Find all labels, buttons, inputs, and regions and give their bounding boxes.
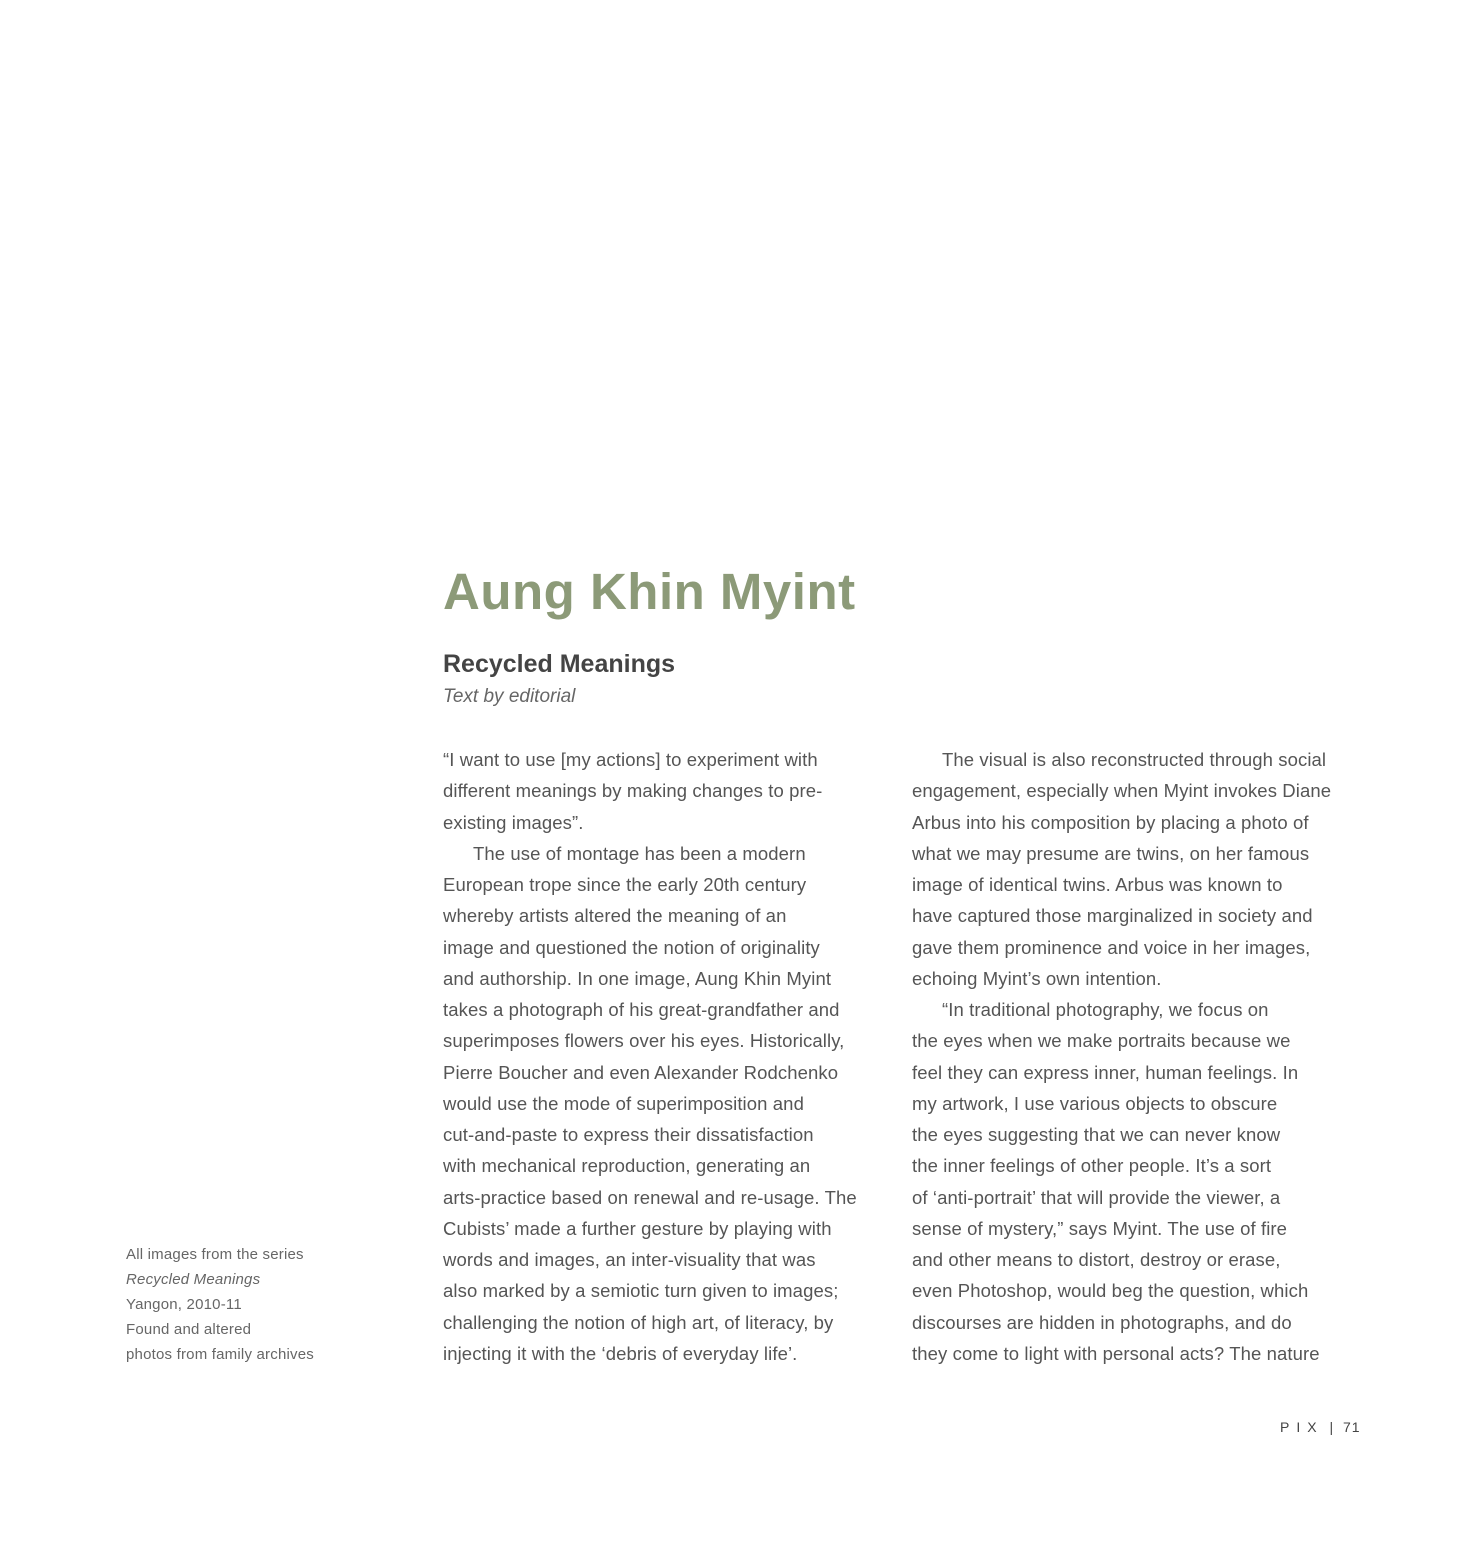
text-line: also marked by a semiotic turn given to images; <box>443 1280 839 1302</box>
text-line: echoing Myint’s own intention. <box>912 967 1162 989</box>
page-folio <box>1280 1416 1361 1438</box>
text-line: European trope since the early 20th century <box>443 874 807 895</box>
text-line: they come to light with personal acts? The nature <box>912 1342 1320 1364</box>
magazine-name: PIX <box>1280 1419 1324 1435</box>
text-line: The use of montage has been a modern <box>473 842 806 864</box>
caption-line: photos from family archives <box>126 1346 314 1363</box>
text-line: Pierre Boucher and even Alexander Rodchenko <box>443 1061 839 1083</box>
folio-separator: | <box>1329 1419 1334 1435</box>
text-line: image of identical twins. Arbus was known to <box>912 874 1283 895</box>
article-byline: Text by editorial <box>443 686 576 707</box>
body-column-right <box>912 744 1362 1369</box>
text-line: words and images, an inter-visuality that was <box>443 1249 816 1270</box>
text-line: the eyes when we make portraits because we <box>912 1030 1291 1052</box>
text-line: and authorship. In one image, Aung Khin Myint <box>443 967 832 989</box>
text-line: the eyes suggesting that we can never know <box>912 1124 1281 1145</box>
text-line: have captured those marginalized in society and <box>912 905 1313 927</box>
caption-line: Yangon, 2010-11 <box>126 1296 242 1313</box>
text-line: whereby artists altered the meaning of an <box>443 905 787 927</box>
text-line: “In traditional photography, we focus on <box>942 999 1269 1020</box>
text-line: existing images”. <box>443 811 584 833</box>
article-subtitle: Recycled Meanings <box>443 650 676 678</box>
image-caption <box>126 1242 386 1367</box>
text-line: engagement, especially when Myint invokes Diane <box>912 780 1332 802</box>
text-line: challenging the notion of high art, of literacy, by <box>443 1311 834 1333</box>
text-line: and other means to distort, destroy or erase, <box>912 1249 1281 1270</box>
text-line: superimposes flowers over his eyes. Historically, <box>443 1030 845 1052</box>
text-line: arts-practice based on renewal and re-usage. The <box>443 1186 857 1208</box>
text-line: The visual is also reconstructed through social <box>942 749 1327 770</box>
body-column-left <box>443 744 893 1369</box>
text-line: discourses are hidden in photographs, and do <box>912 1311 1292 1333</box>
text-line: what we may presume are twins, on her famous <box>912 842 1310 864</box>
text-line: Arbus into his composition by placing a photo of <box>912 811 1309 833</box>
text-line: different meanings by making changes to pre- <box>443 780 823 802</box>
article-title: Aung Khin Myint <box>443 563 856 620</box>
caption-line: Recycled Meanings <box>126 1271 261 1288</box>
text-line: of ‘anti-portrait’ that will provide the viewer, a <box>912 1186 1281 1208</box>
text-line: feel they can express inner, human feelings. In <box>912 1061 1299 1083</box>
text-line: “I want to use [my actions] to experiment with <box>443 749 818 770</box>
text-line: even Photoshop, would beg the question, which <box>912 1280 1309 1302</box>
text-line: gave them prominence and voice in her images, <box>912 936 1311 958</box>
text-line: Cubists’ made a further gesture by playing with <box>443 1217 832 1239</box>
text-line: takes a photograph of his great-grandfather and <box>443 999 840 1020</box>
text-line: the inner feelings of other people. It’s a sort <box>912 1155 1272 1177</box>
text-line: would use the mode of superimposition and <box>443 1092 804 1114</box>
text-line: image and questioned the notion of originality <box>443 936 820 958</box>
caption-line: Found and altered <box>126 1321 252 1338</box>
text-line: cut-and-paste to express their dissatisfaction <box>443 1124 814 1145</box>
caption-line: All images from the series <box>126 1246 304 1263</box>
text-line: sense of mystery,” says Myint. The use of fire <box>912 1217 1288 1239</box>
text-line: my artwork, I use various objects to obscure <box>912 1092 1278 1114</box>
text-line: with mechanical reproduction, generating an <box>443 1155 811 1177</box>
text-line: injecting it with the ‘debris of everyday life’. <box>443 1342 798 1364</box>
page-number: 71 <box>1343 1419 1361 1435</box>
